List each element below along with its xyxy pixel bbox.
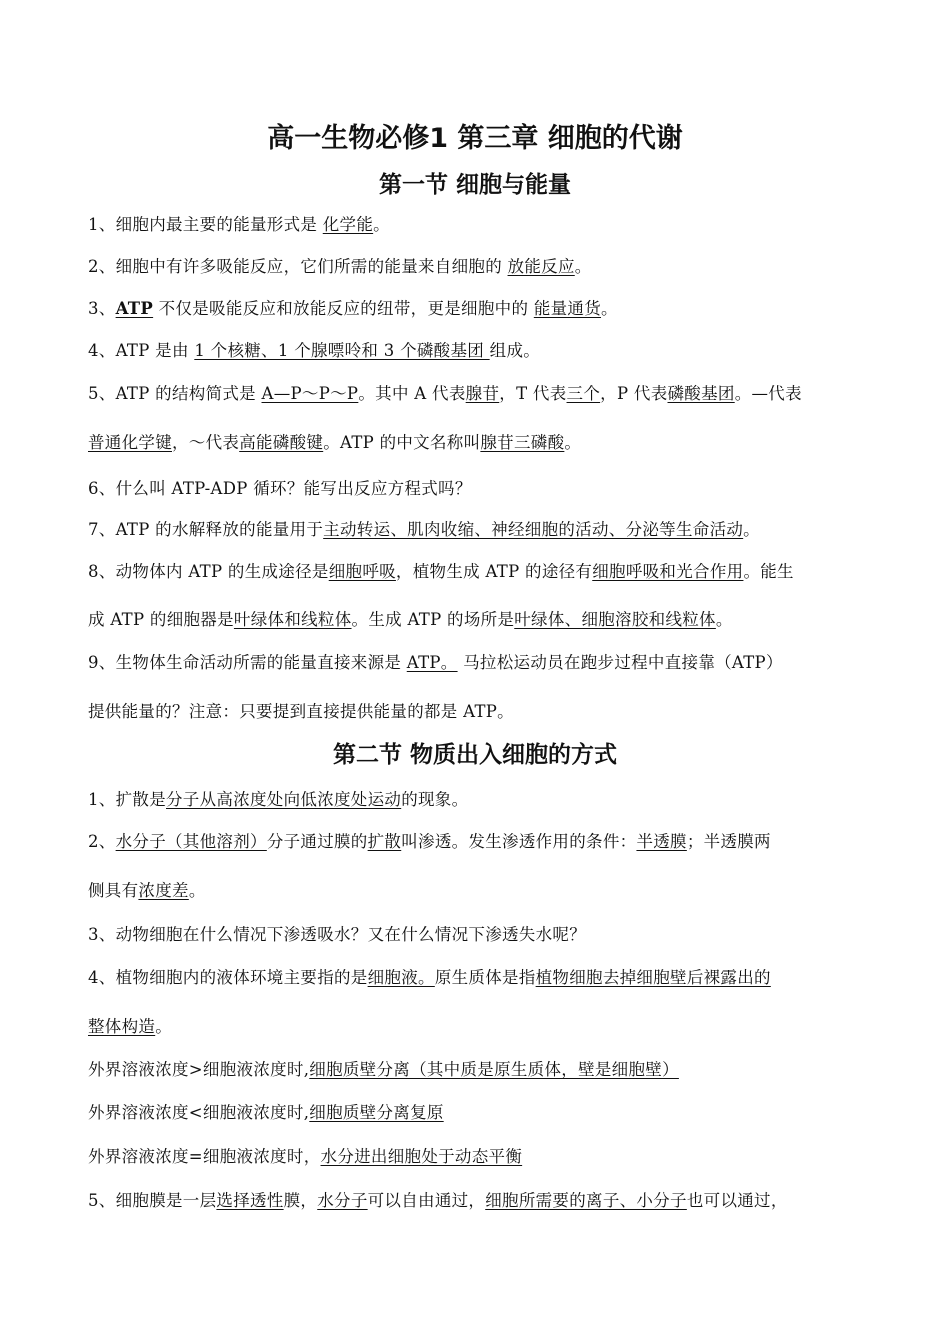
answer-text: 磷酸基团 [667,384,735,403]
line-text: 1、细胞内最主要的能量形式是 [88,215,323,234]
answer-text: 细胞呼吸和光合作用 [592,562,744,581]
answer-text: 半透膜 [636,832,687,851]
text-line [88,214,878,236]
line-text: 成 ATP 的细胞器是 [88,610,234,629]
text-line [88,519,878,541]
text-line [88,831,878,853]
answer-text: 细胞质壁分离（其中质是原生质体，壁是细胞壁） [309,1060,679,1079]
line-text: 。 [564,433,582,452]
answer-text: 水分子（其他溶剂） [115,832,267,851]
line-text: ，P 代表 [600,384,668,403]
text-line [88,1190,878,1212]
line-text: 2、细胞中有许多吸能反应，它们所需的能量来自细胞的 [88,257,508,276]
answer-text: 细胞液。 [367,968,435,987]
line-text: 9、生物体生命活动所需的能量直接来源是 [88,653,407,672]
text-line [88,340,878,362]
answer-text: 分子从高浓度处向低浓度处运动 [166,790,402,809]
line-text: ，植物生成 ATP 的途径有 [395,562,593,581]
line-text: 。 [743,520,760,539]
line-text: 叫渗透。发生渗透作用的条件： [401,832,637,851]
text-line [88,1059,878,1081]
line-text: 分子通过膜的 [266,832,368,851]
line-text: 外界溶液浓度>细胞液浓度时, [88,1060,310,1079]
line-text: 。能生 [743,562,794,581]
line-text: 4、ATP 是由 [88,341,195,360]
answer-text: 水分子 [317,1191,368,1210]
line-text: 可以自由通过， [367,1191,486,1210]
section1-heading: 第一节 细胞与能量 [378,172,571,198]
line-text: 的现象。 [401,790,469,809]
answer-text: 水分进出细胞处于动态平衡 [320,1147,523,1166]
answer-text: 高能磷酸键 [239,433,324,452]
line-text: 3、 [88,299,116,318]
answer-text: ATP。 [406,653,458,672]
text-line [88,924,878,946]
line-text: 组成。 [489,341,541,360]
line-text: 。 [155,1017,173,1036]
line-text: 7、ATP 的水解释放的能量用于 [88,520,324,539]
text-line [88,478,878,500]
line-text: 。生成 ATP 的场所是 [351,610,515,629]
answer-text: 浓度差 [138,881,189,900]
answer-text: 主动转运、肌肉收缩、神经细胞的活动、分泌等生命活动 [323,520,744,539]
line-text: 8、动物体内 ATP 的生成途径是 [88,562,329,581]
answer-text: ATP [115,299,154,318]
text-line [88,432,878,454]
line-text: 4、植物细胞内的液体环境主要指的是 [88,968,368,987]
text-line [88,609,878,631]
answer-text: 细胞质壁分离复原 [309,1103,444,1122]
line-text: 提供能量的？注意：只要提到直接提供能量的都是 ATP。 [88,702,514,721]
line-text: 。—代表 [734,384,802,403]
text-line [88,967,878,989]
line-text: 5、细胞膜是一层 [88,1191,217,1210]
line-text: 膜， [283,1191,318,1210]
text-line [88,298,878,320]
answer-text: 三个 [566,384,601,403]
text-line [88,652,878,674]
answer-text: 植物细胞去掉细胞壁后裸露出的 [535,968,771,987]
answer-text: 整体构造 [88,1017,156,1036]
line-text: ，～代表 [172,433,240,452]
line-text: 。 [574,257,592,276]
text-line [88,256,878,278]
line-text: 。ATP 的中文名称叫 [323,433,481,452]
line-text: 。其中 A 代表 [358,384,466,403]
answer-text: 叶绿体、细胞溶胶和线粒体 [514,610,716,629]
line-text: 。 [601,299,618,318]
line-text: 侧具有 [88,881,139,900]
text-line [88,1102,878,1124]
answer-text: 1 个核糖、1 个腺嘌呤和 3 个磷酸基团 [194,341,490,360]
answer-text: 选择透性 [216,1191,284,1210]
line-text: 原生质体是指 [434,968,536,987]
answer-text: 叶绿体和线粒体 [233,610,352,629]
answer-text: 腺苷三磷酸 [480,433,565,452]
line-text: 马拉松运动员在跑步过程中直接靠（ATP） [457,653,783,672]
answer-text: 细胞呼吸 [328,562,396,581]
text-line [88,1016,878,1038]
answer-text: 化学能 [322,215,374,234]
line-text: 5、ATP 的结构简式是 [88,384,262,403]
answer-text: 扩散 [367,832,402,851]
line-text: 也可以通过， [686,1191,788,1210]
document-title: 高一生物必修1 第三章 细胞的代谢 [267,123,683,154]
line-text: 外界溶液浓度=细胞液浓度时， [88,1147,321,1166]
line-text: 1、扩散是 [88,790,166,809]
text-line [88,880,878,902]
answer-text: A—P～P～P [261,384,359,403]
answer-text: 细胞所需要的离子、小分子 [485,1191,687,1210]
line-text: ；半透膜两 [686,832,771,851]
text-line [88,561,878,583]
text-line [88,701,878,723]
answer-text: 放能反应 [507,257,575,276]
line-text: 不仅是吸能反应和放能反应的纽带，更是细胞中的 [153,299,534,318]
line-text: 。 [373,215,390,234]
answer-text: 能量通货 [533,299,602,318]
line-text: 6、什么叫 ATP-ADP 循环？能写出反应方程式吗？ [88,479,472,498]
answer-text: 腺苷 [465,384,500,403]
line-text: 。 [188,881,206,900]
line-text: 2、 [88,832,116,851]
text-line [88,789,878,811]
text-line [88,1146,878,1168]
text-line [88,383,878,405]
line-text: 外界溶液浓度<细胞液浓度时, [88,1103,310,1122]
answer-text: 普通化学键 [88,433,172,452]
line-text: 。 [715,610,733,629]
line-text: 3、动物细胞在什么情况下渗透吸水？又在什么情况下渗透失水呢？ [88,925,586,944]
line-text: ，T 代表 [499,384,567,403]
section2-heading: 第二节 物质出入细胞的方式 [332,742,617,768]
